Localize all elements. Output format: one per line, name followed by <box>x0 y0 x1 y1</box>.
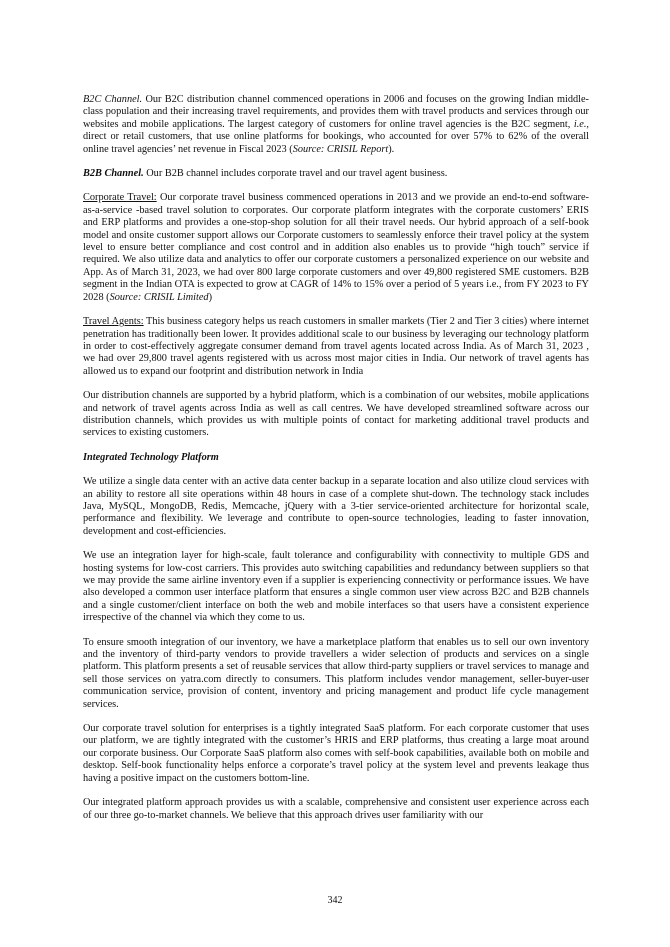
corporate-travel-paragraph: Corporate Travel: Our corporate travel business commenced operations in 2013 and we provide an end-to-end software-as-a-service -based travel solution to corporates. Our corporate platform integrates with the corporate customers’ ERIS and ERP platforms and provides a one-stop-shop solution for all their travel needs. Our hybrid approach of a self-book model and onsite customer support allows our Corporate customers to seamlessly enforce their travel policy at the system level to ensure better compliance and cost control and in addition also enables us to provide “high touch” service if required. We also utilize data and analytics to offer our corporate customers a personalized experience on our website and App. As of March 31, 2023, we had over 800 large corporate customers and over 49,800 registered SME customers. B2B segment in the Indian OTA is expected to grow at CAGR of 14% to 15% over a period of 5 years i.e., from FY 2023 to FY 2028 (Source: CRISIL Limited) <box>83 192 589 303</box>
travel-agents-label: Travel Agents: <box>83 316 144 328</box>
platform-approach-paragraph: Our integrated platform approach provides us with a scalable, comprehensive and consistent user experience across each of our three go-to-market channels. We believe that this approach drives user familiarity with our <box>83 797 589 821</box>
section-heading-integrated-technology-platform: Integrated Technology Platform <box>83 451 219 463</box>
corporate-travel-label: Corporate Travel: <box>83 192 157 204</box>
integration-layer-paragraph: We use an integration layer for high-scale, fault tolerance and configurability with connectivity to multiple GDS and hosting systems for low-cost carriers. This provides auto switching capabilities and redundancy between suppliers so that we may provide the same airline inventory even if a supplier is experiencing connectivity or performance issues. We have also developed a common user interface platform that ensures a single common user view across B2C and B2B channels and a single customer/client interface on both the web and mobile interfaces so that users have a consistent experience irrespective of the channel via which they come to us. <box>83 550 589 624</box>
saas-paragraph: Our corporate travel solution for enterprises is a tightly integrated SaaS platform. For each corporate customer that uses our platform, we are tightly integrated with the customer’s HRIS and ERP platforms, thus creating a large moat around our corporate business. Our Corporate SaaS platform also comes with self-book capabilities, available both on mobile and desktop. Self-book functionality helps enforce a corporate’s travel policy at the system level and prevents leakage thus having a positive impact on the customers bottom-line. <box>83 723 589 784</box>
document-body <box>83 94 589 834</box>
b2b-channel-title: B2B Channel. <box>83 168 144 180</box>
b2c-channel-title: B2C Channel. <box>83 94 143 105</box>
b2b-channel-paragraph: B2B Channel. Our B2B channel includes corporate travel and our travel agent business. <box>83 168 448 180</box>
distribution-paragraph: Our distribution channels are supported by a hybrid platform, which is a combination of our websites, mobile applications and network of travel agents across India as well as call centres. We have developed streamlined software across our distribution channels, which provides us with multiple points of contact for marketing additional travel products and services to existing customers. <box>83 390 589 439</box>
b2c-source: Source: CRISIL Report <box>292 143 389 155</box>
travel-agents-paragraph: Travel Agents: This business category helps us reach customers in smaller markets (Tier 2 and Tier 3 cities) where internet penetration has traditionally been lower. It provides additional scale to our business by leveraging our technology platform in order to cost-effectively aggregate consumer demand from travel agents located across India. As of March 31, 2023 , we had over 29,800 travel agents registered with us across most major cities in India. Our network of travel agents has allowed us to expand our footprint and distribution network in India <box>83 316 590 377</box>
page-number: 342 <box>327 895 343 906</box>
b2c-channel-paragraph: B2C Channel. Our B2C distribution channel commenced operations in 2006 and focuses on the growing Indian middle-class population and their increasing travel requirements, and provides them with travel products and services through our websites and mobile applications. The largest category of customers for online travel agencies is the B2C segment, i.e., direct or retail customers, that use online platforms for bookings, who accounted for over 57% to 62% of the overall online travel agencies’ net revenue in Fiscal 2023 (Source: CRISIL Report). <box>83 94 589 155</box>
marketplace-paragraph: To ensure smooth integration of our inventory, we have a marketplace platform that enables us to sell our own inventory and the inventory of third-party vendors to provide travellers a wider selection of products and services on a single platform. This platform presents a set of reusable services that allow third-party suppliers or travel services to manage and sell those services on yatra.com directly to consumers. This platform includes vendor management, seller-buyer-user communication service, provision of content, inventory and pricing management and product life cycle management services. <box>83 636 589 710</box>
corporate-travel-source: Source: CRISIL Limited <box>109 291 209 303</box>
data-center-paragraph: We utilize a single data center with an active data center backup in a separate location and also utilize cloud services with an ability to restore all site operations within 48 hours in case of a complete shut-down. The technology stack includes Java, MySQL, MongoDB, Redis, Memcache, jQuery with a 3-tier service-oriented architecture for horizontal scale, performance and flexibility. We leverage and contribute to open-source technologies, leading to faster innovation, development and cost-efficiencies. <box>83 476 589 537</box>
